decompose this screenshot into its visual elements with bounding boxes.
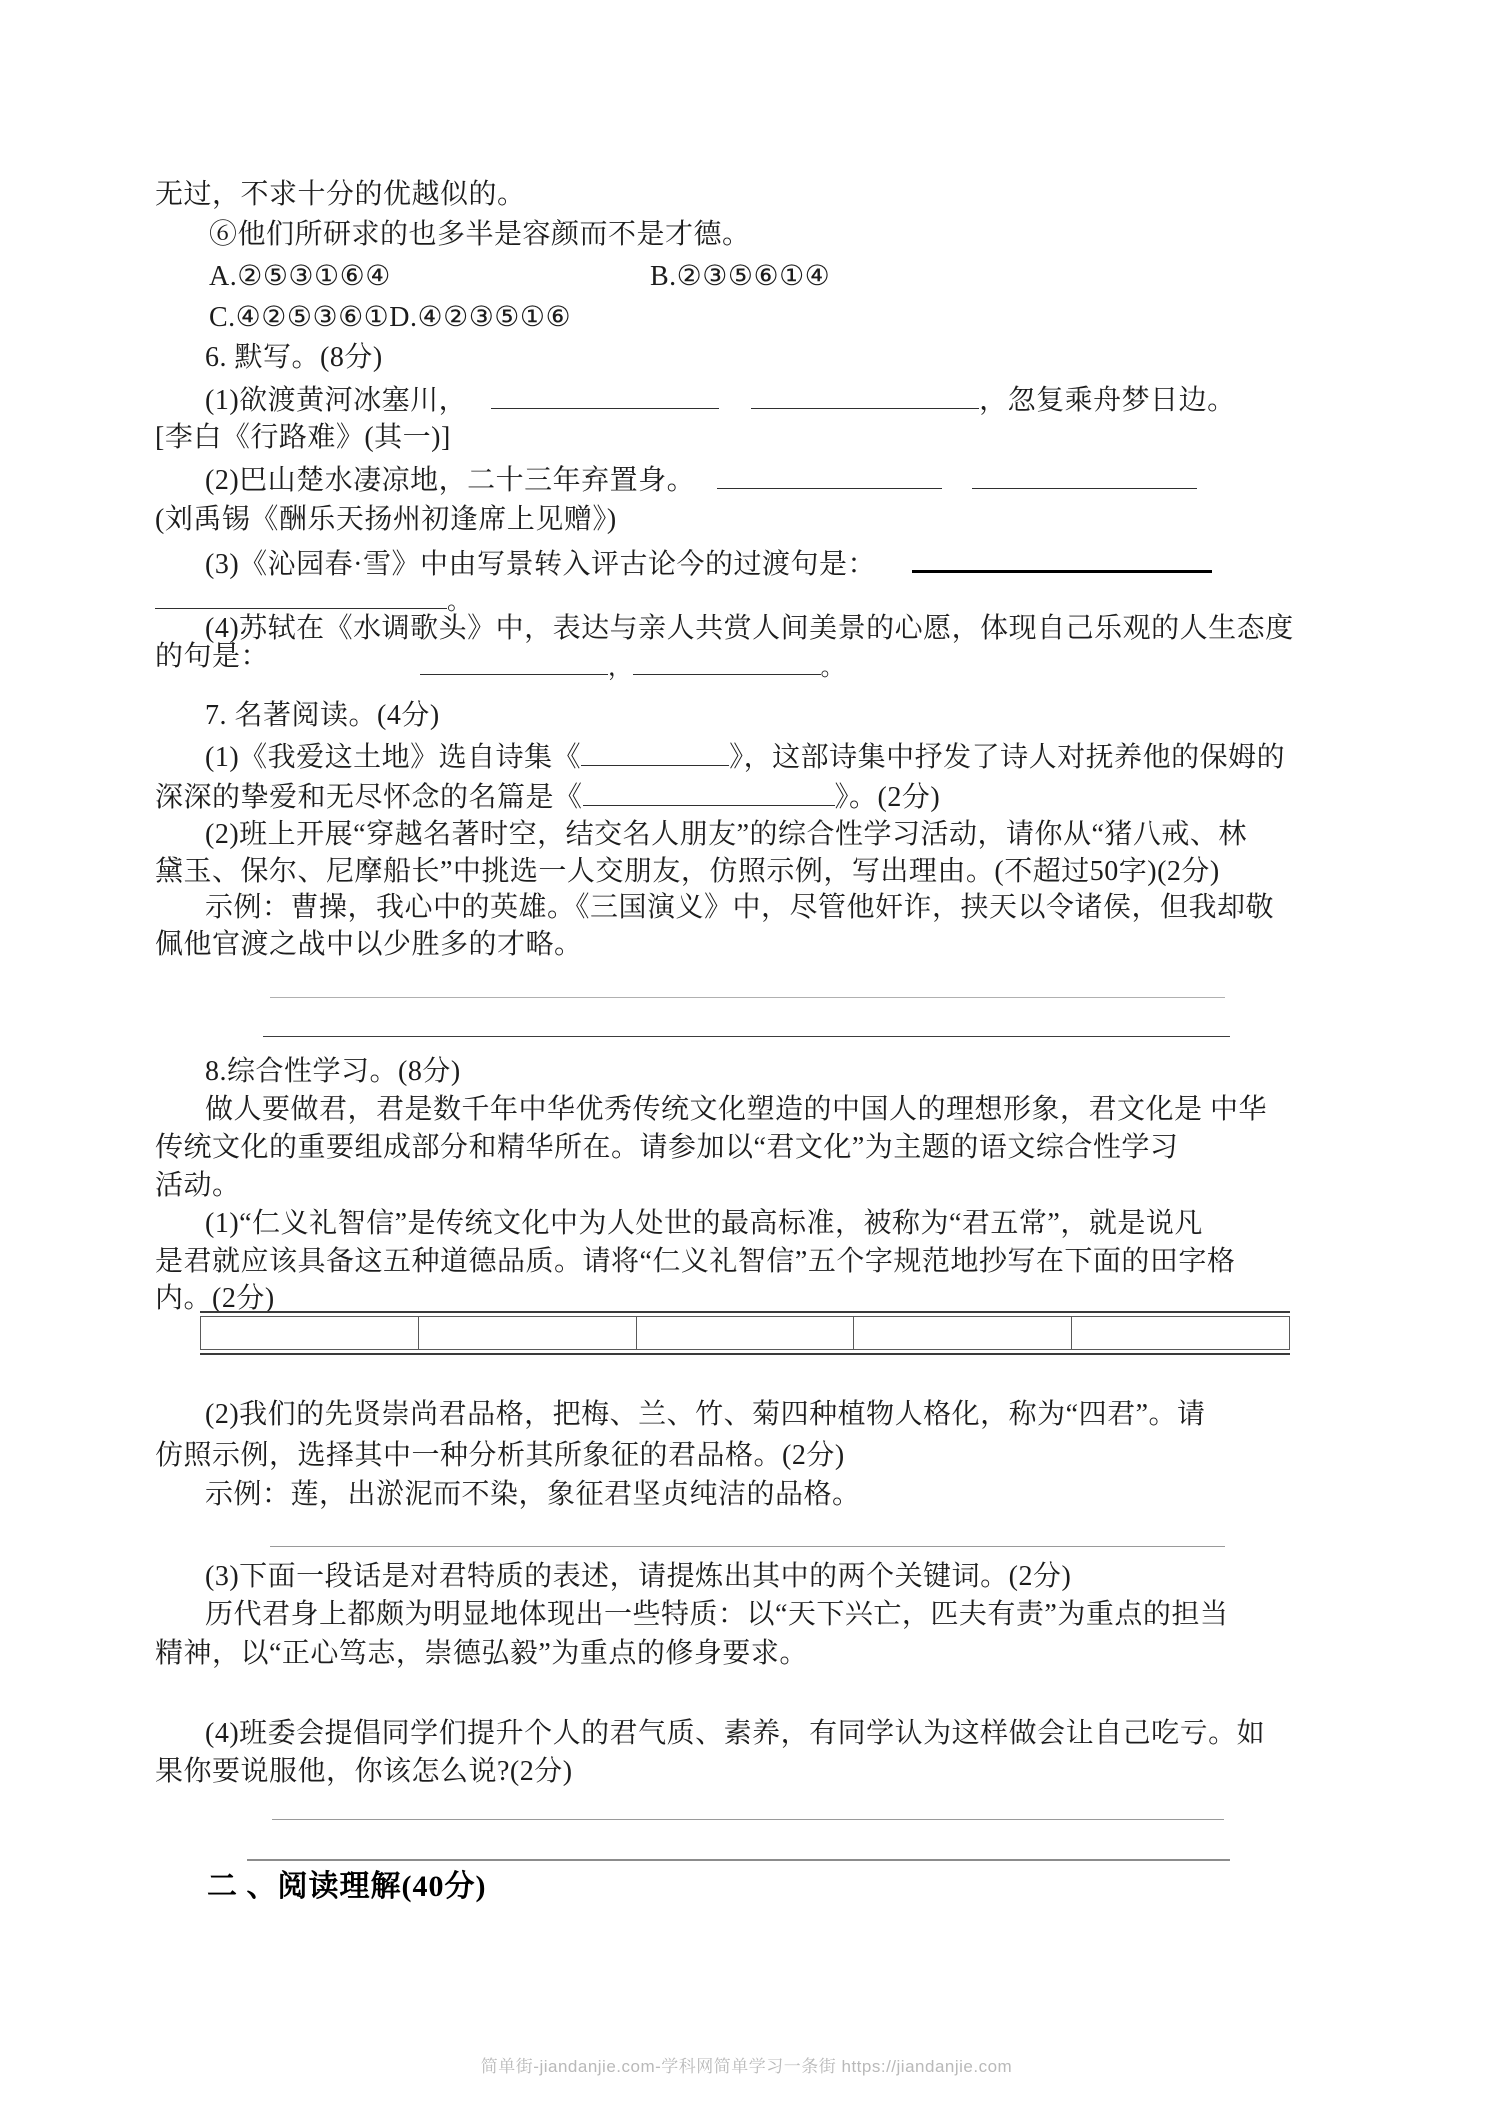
q5-item6: ⑥他们所研求的也多半是容颜而不是才德。	[209, 219, 751, 250]
q7-p1-line1	[205, 735, 1285, 778]
q8-title: 8.综合性学习。(8分)	[205, 1056, 461, 1087]
tianzige-grid-row	[200, 1316, 1290, 1350]
q7-p2-line1: (2)班上开展“穿越名著时空，结交名人朋友”的综合性学习活动，请你从“猪八戒、林	[205, 819, 1247, 850]
answer-line	[270, 1546, 1225, 1547]
q8-intro-line2: 传统文化的重要组成部分和精华所在。请参加以“君文化”为主题的语文综合性学习	[155, 1132, 1179, 1163]
q7-p1-l2-pre: 深深的挚爱和无尽怀念的名篇是《	[155, 782, 583, 813]
q6-p1-post: ，忽复乘舟梦日边。	[979, 385, 1236, 416]
q5-option-a: A.②⑤③①⑥④	[209, 261, 391, 292]
q6-p2-source: (刘禹锡《酬乐天扬州初逢席上见赠》)	[155, 504, 617, 535]
q8-s4-line1: (4)班委会提倡同学们提升个人的君气质、素养，有同学认为这样做会让自己吃亏。如	[205, 1718, 1266, 1749]
q6-p4-comma: ，	[608, 655, 633, 681]
q8-s3-line3: 精神，以“正心笃志，崇德弘毅”为重点的修身要求。	[155, 1638, 808, 1669]
answer-blank	[633, 644, 821, 675]
q5-option-cd: C.④②⑤③⑥①D.④②③⑤①⑥	[209, 302, 572, 333]
answer-blank	[751, 378, 979, 409]
q6-p1-pre: (1)欲渡黄河冰塞川，	[205, 385, 468, 416]
q7-p1-line2	[155, 775, 940, 818]
answer-line	[272, 1819, 1224, 1820]
answer-blank	[583, 775, 835, 806]
q8-s2-line1: (2)我们的先贤崇尚君品格，把梅、兰、竹、菊四种植物人格化，称为“四君”。请	[205, 1399, 1206, 1430]
answer-blank	[972, 458, 1197, 489]
q7-example-line1: 示例：曹操，我心中的英雄。《三国演义》中，尽管他奸诈，挟天以令诸侯，但我却敬	[205, 892, 1275, 923]
q6-p3-pre: (3)《沁园春·雪》中由写景转入评古论今的过渡句是：	[205, 549, 876, 580]
answer-blank	[420, 644, 608, 675]
q8-intro-line3: 活动。	[155, 1170, 241, 1201]
q7-p1-l2-post: 》。(2分)	[834, 782, 941, 813]
grid-cell	[637, 1317, 855, 1349]
footer-watermark: 简单街-jiandanjie.com-学科网简单学习一条街 https://jiandanjie.com	[480, 2057, 1013, 2076]
q5-tail-line: 无过，不求十分的优越似的。	[155, 179, 526, 210]
answer-blank	[155, 578, 447, 609]
q6-p2-pre: (2)巴山楚水凄凉地，二十三年弃置身。	[205, 465, 696, 496]
grid-cell	[1072, 1317, 1290, 1349]
q6-p4-line1: (4)苏轼在《水调歌头》中，表达与亲人共赏人间美景的心愿，体现自己乐观的人生态度	[205, 613, 1294, 644]
q7-example-line2: 佩他官渡之战中以少胜多的才略。	[155, 929, 583, 960]
tianzige-grid	[200, 1311, 1290, 1355]
q8-s1-line3: 内。(2分)	[155, 1283, 275, 1314]
q6-p4-period: 。	[820, 655, 845, 681]
answer-blank	[717, 458, 942, 489]
grid-cell	[200, 1317, 419, 1349]
q7-p2-line2: 黛玉、保尔、尼摩船长”中挑选一人交朋友，仿照示例，写出理由。(不超过50字)(2分)	[155, 856, 1220, 887]
answer-blank	[491, 378, 719, 409]
q7-p1-pre: (1)《我爱这土地》选自诗集《	[205, 742, 582, 773]
q8-s3-line1: (3)下面一段话是对君特质的表述，请提炼出其中的两个关键词。(2分)	[205, 1561, 1072, 1592]
section2-heading: 二 、阅读理解(40分)	[207, 1870, 487, 1903]
answer-line	[270, 997, 1225, 998]
q8-s2-example: 示例：莲，出淤泥而不染，象征君坚贞纯洁的品格。	[205, 1479, 861, 1510]
q5-option-b: B.②③⑤⑥①④	[650, 261, 831, 292]
q6-p1-line	[205, 378, 1236, 421]
grid-cell	[854, 1317, 1072, 1349]
q6-p4-blanks	[420, 644, 845, 688]
answer-blank	[581, 735, 729, 766]
q7-title: 7. 名著阅读。(4分)	[205, 700, 440, 731]
q6-p2-line	[205, 458, 1197, 501]
q8-s1-line2: 是君就应该具备这五种道德品质。请将“仁义礼智信”五个字规范地抄写在下面的田字格	[155, 1246, 1236, 1277]
q6-p4-line2: 的句是：	[155, 641, 270, 672]
answer-line	[263, 1036, 1230, 1037]
q6-title: 6. 默写。(8分)	[205, 342, 383, 373]
q8-s4-line2: 果你要说服他，你该怎么说?(2分)	[155, 1756, 573, 1787]
q6-p1-source: [李白《行路难》(其一)]	[155, 422, 451, 453]
q8-s3-line2: 历代君身上都颇为明显地体现出一些特质：以“天下兴亡，匹夫有责”为重点的担当	[205, 1599, 1229, 1630]
q8-s2-line2: 仿照示例，选择其中一种分析其所象征的君品格。(2分)	[155, 1440, 845, 1471]
q6-p3-period: 。	[447, 589, 472, 615]
answer-line	[247, 1859, 1230, 1861]
q7-p1-mid: 》，这部诗集中抒发了诗人对抚养他的保姆的	[729, 742, 1286, 773]
grid-cell	[419, 1317, 637, 1349]
q8-intro-line1: 做人要做君，君是数千年中华优秀传统文化塑造的中国人的理想形象，君文化是 中华	[205, 1094, 1268, 1125]
answer-blank	[912, 540, 1212, 573]
q8-s1-line1: (1)“仁义礼智信”是传统文化中为人处世的最高标准，被称为“君五常”，就是说凡	[205, 1208, 1203, 1239]
